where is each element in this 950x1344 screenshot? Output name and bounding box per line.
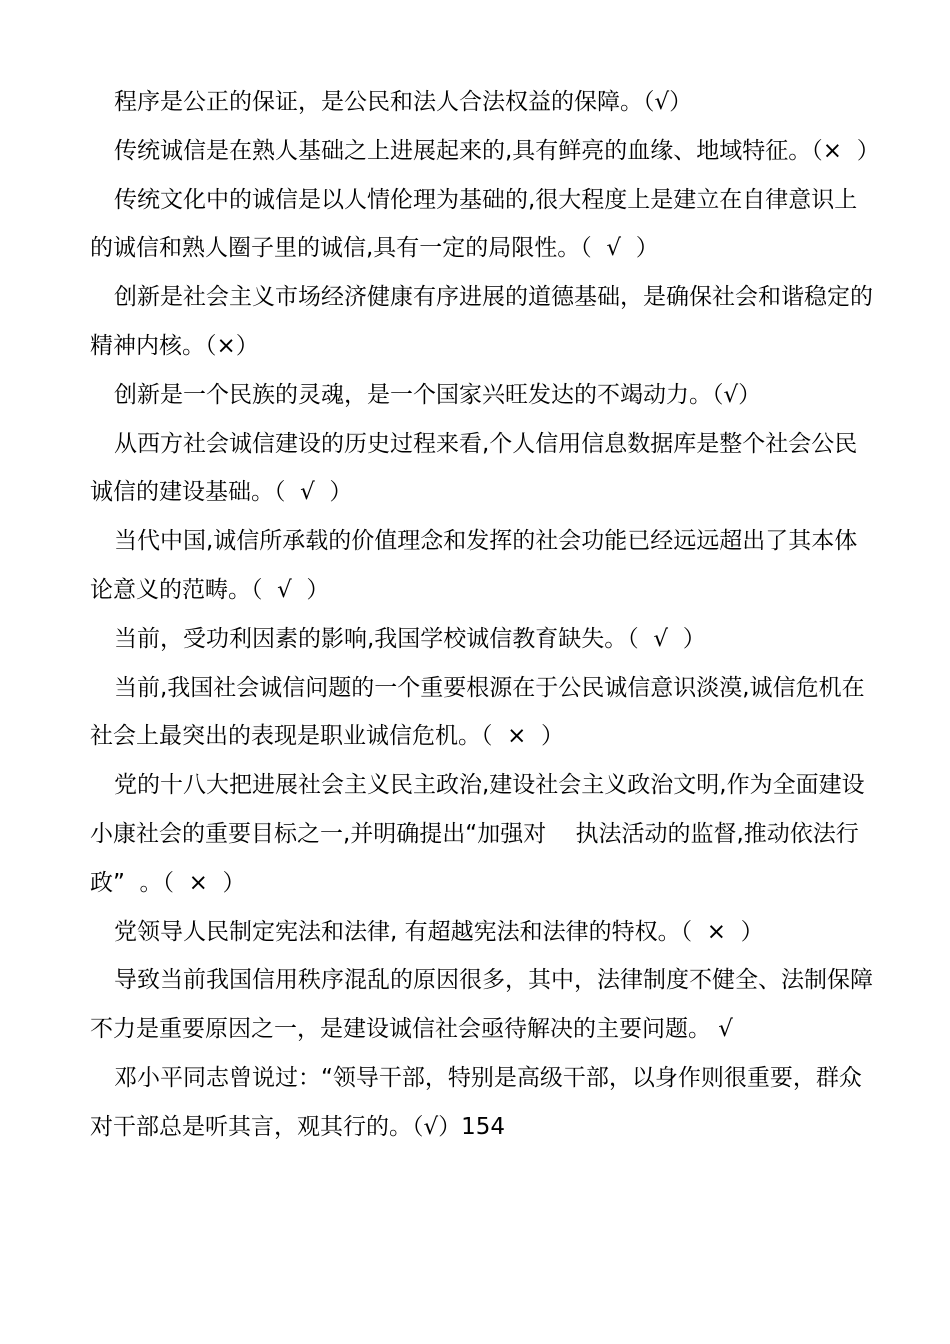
paragraph: 当前,我国社会诚信问题的一个重要根源在于公民诚信意识淡漠,诚信危机在社会上最突出的表现是职业诚信危机。（ × ） [90, 674, 865, 750]
paragraph: 创新是一个民族的灵魂，是一个国家兴旺发达的不竭动力。（√） [114, 381, 762, 408]
paragraph: 党的十八大把进展社会主义民主政治,建设社会主义政治文明,作为全面建设小康社会的重要目标之一,并明确提出“加强对 执法活动的监督,推动依法行政” 。（ × ） [90, 772, 865, 896]
paragraph: 传统文化中的诚信是以人情伦理为基础的,很大程度上是建立在自律意识上的诚信和熟人圈子里的诚信,具有一定的局限性。（ √ ） [90, 186, 858, 262]
paragraph: 从西方社会诚信建设的历史过程来看,个人信用信息数据库是整个社会公民诚信的建设基础。（ √ ） [90, 430, 858, 506]
paragraph: 创新是社会主义市场经济健康有序进展的道德基础，是确保社会和谐稳定的精神内核。（×） [90, 284, 873, 359]
paragraph: 程序是公正的保证，是公民和法人合法权益的保障。（√） [114, 89, 693, 115]
document-body [90, 78, 880, 1152]
paragraph: 当前，受功利因素的影响,我国学校诚信教育缺失。（ √ ） [114, 625, 706, 652]
paragraph: 当代中国,诚信所承载的价值理念和发挥的社会功能已经远远超出了其本体论意义的范畴。（ √ ） [90, 528, 858, 603]
paragraph: 党领导人民制定宪法和法律, 有超越宪法和法律的特权。（ × ） [114, 918, 764, 945]
paragraph: 传统诚信是在熟人基础之上进展起来的,具有鲜亮的血缘、地域特征。（× ） [114, 137, 880, 164]
paragraph: 邓小平同志曾说过：“领导干部，特别是高级干部，以身作则很重要，群众对干部总是听其言，观其行的。（√）154 [90, 1064, 862, 1140]
paragraph: 导致当前我国信用秩序混乱的原因很多，其中，法律制度不健全、法制保障不力是重要原因之一，是建设诚信社会亟待解决的主要问题。 √ [90, 967, 873, 1043]
